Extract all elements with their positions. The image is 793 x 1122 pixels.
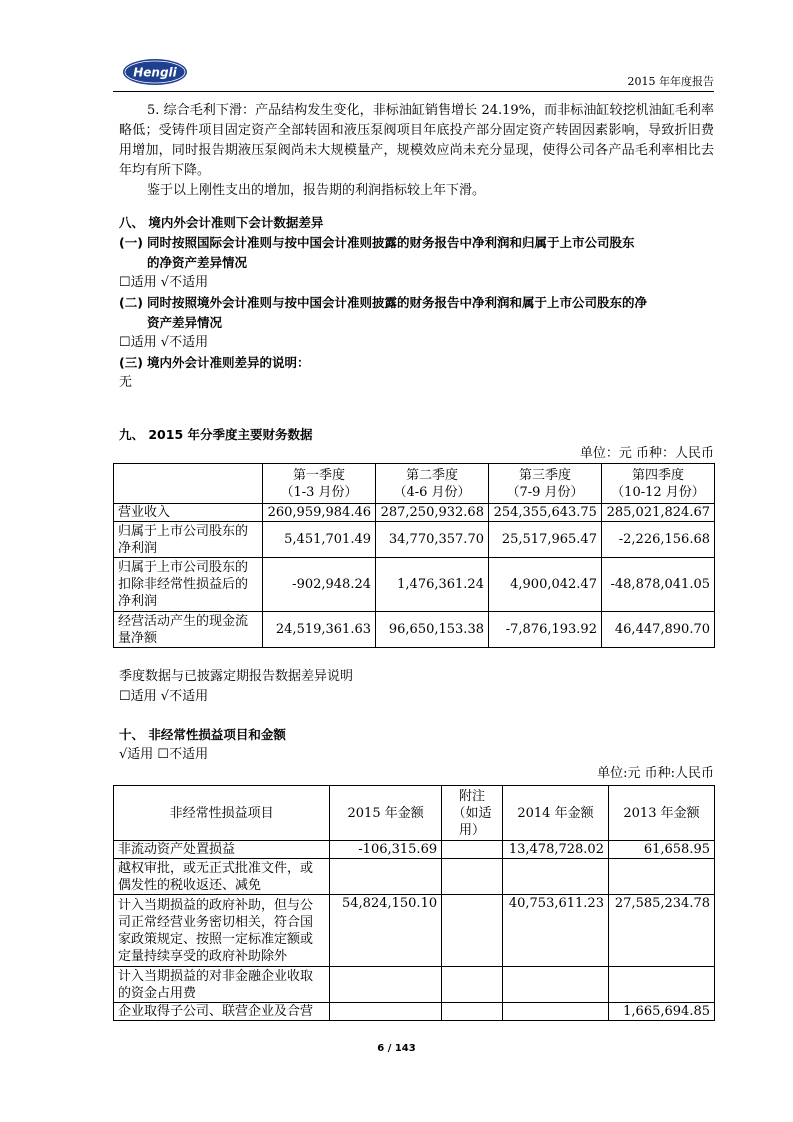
row-note xyxy=(442,859,503,895)
row-label: 归属于上市公司股东的扣除非经常性损益后的净利润 xyxy=(114,558,263,612)
section-10-applicability: √适用 ☐不适用 xyxy=(119,747,209,762)
section-10-title-block xyxy=(119,725,714,783)
intro-section xyxy=(119,101,714,201)
row-value: 46,447,890.70 xyxy=(601,612,714,648)
sub3-heading: 境内外会计准则差异的说明： xyxy=(147,355,310,370)
header-q3: 第三季度 （7-9 月份） xyxy=(488,464,601,504)
section-8 xyxy=(119,213,714,393)
sub2-heading-line2: 资产差异情况 xyxy=(147,315,223,330)
section-8-sub3 xyxy=(119,353,714,373)
row-value-2013 xyxy=(608,859,714,895)
row-value-2015: -106,315.69 xyxy=(330,841,442,859)
table-row xyxy=(114,859,715,895)
section-9-difference xyxy=(119,667,714,707)
row-value-2014 xyxy=(502,859,608,895)
row-value-2014 xyxy=(502,1003,608,1021)
table-row xyxy=(114,841,715,859)
row-label: 营业收入 xyxy=(114,504,263,522)
header-q4: 第四季度 （10-12 月份） xyxy=(601,464,714,504)
intro-paragraph-2: 鉴于以上刚性支出的增加，报告期的利润指标较上年下滑。 xyxy=(147,183,486,198)
row-value-2015: 54,824,150.10 xyxy=(330,895,442,967)
row-value-2014: 13,478,728.02 xyxy=(502,841,608,859)
row-value-2013: 1,665,694.85 xyxy=(608,1003,714,1021)
header-2014: 2014 年金额 xyxy=(502,786,608,841)
row-value: 254,355,643.75 xyxy=(488,504,601,522)
row-value-2015 xyxy=(330,859,442,895)
section-9-title-block xyxy=(119,425,714,463)
row-note xyxy=(442,1003,503,1021)
section-10-title: 十、 非经常性损益项目和金额 xyxy=(119,727,286,742)
page-number: 6 / 143 xyxy=(377,1043,416,1054)
sub3-text: 无 xyxy=(119,375,133,390)
row-value: 1,476,361.24 xyxy=(376,558,489,612)
header-empty-cell xyxy=(114,464,263,504)
row-value: 34,770,357.70 xyxy=(376,522,489,558)
section-9-unit: 单位：元 币种：人民币 xyxy=(579,446,714,461)
sub2-heading-line1: 同时按照境外会计准则与按中国会计准则披露的财务报告中净利润和属于上市公司股东的净 xyxy=(147,295,648,310)
sub1-number: (一) xyxy=(119,235,143,250)
row-value: 5,451,701.49 xyxy=(263,522,376,558)
section-8-sub2 xyxy=(119,293,714,333)
row-label: 计入当期损益的政府补助，但与公司正常经营业务密切相关，符合国家政策规定、按照一定标准定额或定量持续享受的政府补助除外 xyxy=(114,895,330,967)
row-label: 越权审批，或无正式批准文件，或偶发性的税收返还、减免 xyxy=(114,859,330,895)
row-value: -2,226,156.68 xyxy=(601,522,714,558)
row-value: -48,878,041.05 xyxy=(601,558,714,612)
header-q1: 第一季度 （1-3 月份） xyxy=(263,464,376,504)
table-row xyxy=(114,967,715,1003)
row-value: 260,959,984.46 xyxy=(263,504,376,522)
row-value-2015 xyxy=(330,967,442,1003)
table-row xyxy=(114,558,715,612)
table-row xyxy=(114,504,715,522)
header-q2: 第二季度 （4-6 月份） xyxy=(376,464,489,504)
row-value: 287,250,932.68 xyxy=(376,504,489,522)
table-row xyxy=(114,522,715,558)
sub3-number: (三) xyxy=(119,355,143,370)
row-value: 25,517,965.47 xyxy=(488,522,601,558)
row-value: -902,948.24 xyxy=(263,558,376,612)
row-note xyxy=(442,967,503,1003)
row-note xyxy=(442,841,503,859)
row-note xyxy=(442,895,503,967)
row-value: 96,650,153.38 xyxy=(376,612,489,648)
quarterly-header-row xyxy=(114,464,715,504)
row-label: 归属于上市公司股东的净利润 xyxy=(114,522,263,558)
sub2-applicability: ☐适用 √不适用 xyxy=(119,335,209,350)
row-value-2015 xyxy=(330,1003,442,1021)
row-value: -7,876,193.92 xyxy=(488,612,601,648)
row-value-2013: 61,658.95 xyxy=(608,841,714,859)
row-value: 24,519,361.63 xyxy=(263,612,376,648)
row-label: 计入当期损益的对非金融企业收取的资金占用费 xyxy=(114,967,330,1003)
table-row xyxy=(114,895,715,967)
sub2-number: (二) xyxy=(119,295,143,310)
row-value: 4,900,042.47 xyxy=(488,558,601,612)
row-value-2014 xyxy=(502,967,608,1003)
quarterly-diff-title: 季度数据与已披露定期报告数据差异说明 xyxy=(119,669,354,684)
row-label: 经营活动产生的现金流量净额 xyxy=(114,612,263,648)
table-row xyxy=(114,612,715,648)
row-label: 非流动资产处置损益 xyxy=(114,841,330,859)
non-recurring-items-table xyxy=(113,785,715,1021)
header-divider xyxy=(113,91,714,92)
header-2015: 2015 年金额 xyxy=(330,786,442,841)
intro-paragraph-1: 5. 综合毛利下滑：产品结构发生变化，非标油缸销售增长 24.19%，而非标油缸较挖机油缸毛利率略低；受铸件项目固定资产全部转固和液压泵阀项目年底投产部分固定资产转固因素影响，导致折旧费用增加，同时报告期液压泵阀尚未大规模量产，规模效应尚未充分显现，使得公司各产品毛利率相比去年均有所下降。 xyxy=(119,103,714,178)
row-value: 285,021,824.67 xyxy=(601,504,714,522)
header-2013: 2013 年金额 xyxy=(608,786,714,841)
row-value-2013 xyxy=(608,967,714,1003)
report-title: 2015 年年度报告 xyxy=(627,75,714,88)
header-note: 附注（如适用） xyxy=(442,786,503,841)
non-recurring-header-row xyxy=(114,786,715,841)
sub1-heading-line2: 的净资产差异情况 xyxy=(147,255,248,270)
section-8-sub1 xyxy=(119,233,714,273)
sub1-applicability: ☐适用 √不适用 xyxy=(119,275,209,290)
table-row xyxy=(114,1003,715,1021)
hengli-logo xyxy=(122,58,188,86)
sub1-heading-line1: 同时按照国际会计准则与按中国会计准则披露的财务报告中净利润和归属于上市公司股东 xyxy=(147,235,635,250)
row-value-2013: 27,585,234.78 xyxy=(608,895,714,967)
quarterly-diff-applicability: ☐适用 √不适用 xyxy=(119,689,209,704)
section-10-unit: 单位:元 币种:人民币 xyxy=(597,766,714,781)
quarterly-financial-table xyxy=(113,463,715,648)
section-9-title: 九、 2015 年分季度主要财务数据 xyxy=(119,427,313,442)
section-8-title: 八、 境内外会计准则下会计数据差异 xyxy=(119,215,324,230)
row-value-2014: 40,753,611.23 xyxy=(502,895,608,967)
row-label: 企业取得子公司、联营企业及合营 xyxy=(114,1003,330,1021)
logo-text: Hengli xyxy=(133,65,177,80)
header-item: 非经常性损益项目 xyxy=(114,786,330,841)
